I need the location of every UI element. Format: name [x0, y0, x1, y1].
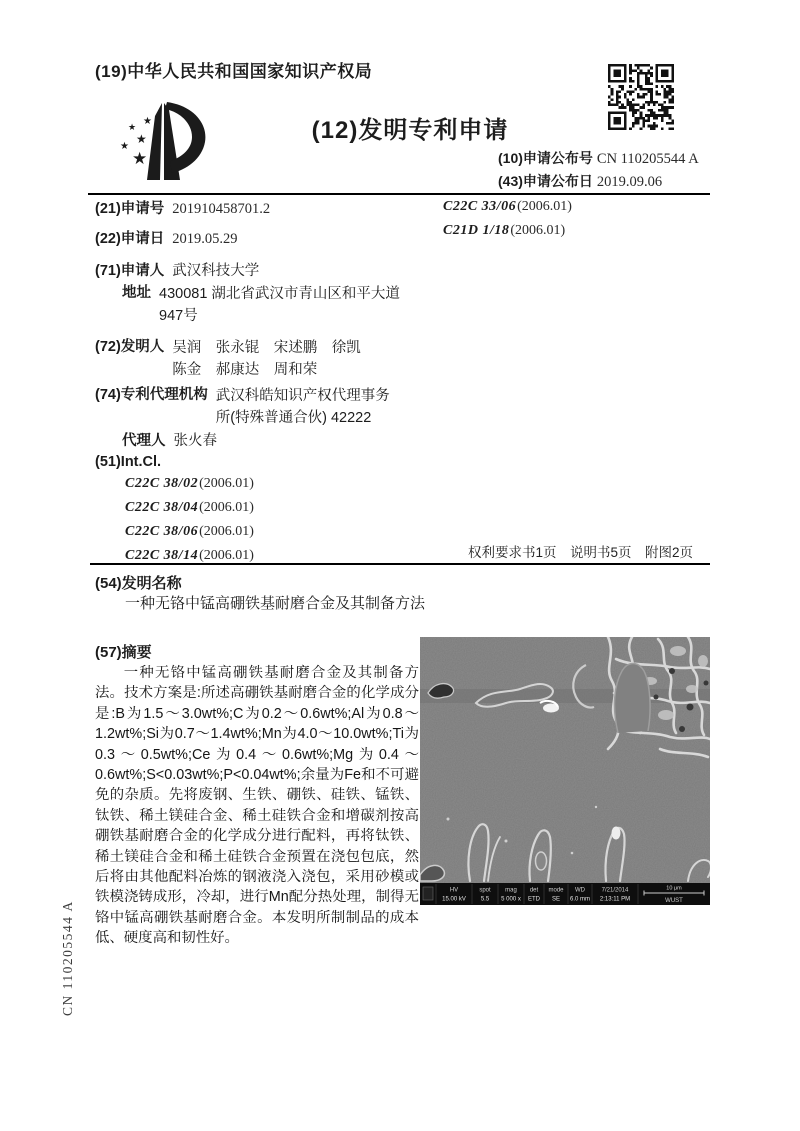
section-divider: [90, 563, 710, 565]
sem-wd-value: 6.0 mm: [569, 896, 591, 903]
publication-date-value: 2019.09.06: [596, 174, 663, 190]
abstract-figure: [420, 637, 710, 905]
agency-value: 武汉科皓知识产权代理事务所(特殊普通合伙) 42222: [215, 388, 390, 426]
inventors-row: [95, 337, 361, 381]
intcl-item: C22C 38/06(2006.01): [125, 524, 254, 539]
sem-col-wd: WD: [575, 887, 585, 894]
title-section-label: (54)发明名称: [95, 575, 182, 592]
sem-micrograph-image: [420, 637, 710, 905]
address-label: 地址: [122, 285, 151, 301]
intcl-item: C22C 33/06(2006.01): [443, 199, 572, 214]
inventors-list: [172, 337, 361, 381]
application-date-label: (22)申请日: [95, 231, 165, 247]
sem-mode-value: SE: [551, 896, 561, 903]
intcl-item: C22C 38/14(2006.01): [125, 548, 254, 563]
sem-col-hv: HV: [449, 887, 459, 894]
document-type-title: (12)发明专利申请: [311, 117, 509, 144]
svg-text:★: ★: [132, 149, 148, 168]
sem-data-bar: [420, 883, 710, 905]
publication-number-label: (10)申请公布号: [498, 150, 593, 166]
address-value: 430081 湖北省武汉市青山区和平大道947号: [159, 286, 400, 324]
cnipa-logo-icon: [112, 96, 216, 194]
inventors-line-2: 陈金 郝康达 周和荣: [172, 362, 318, 378]
intcl-label: (51)Int.Cl.: [95, 454, 162, 470]
publication-date-row: [498, 171, 662, 191]
sem-scale-label: 10 μm: [666, 885, 682, 892]
header-divider: [88, 193, 710, 195]
intcl-row: [95, 452, 161, 472]
inventors-line-1: 吴润 张永锟 宋述鹏 徐凯: [172, 340, 361, 356]
qr-code-icon: [608, 64, 674, 130]
sem-date: 7/21/2014: [601, 887, 629, 894]
publication-number-row: [498, 148, 699, 168]
sem-col-mode: mode: [548, 887, 564, 894]
publication-date-label: (43)申请公布日: [498, 173, 593, 189]
address-row: [122, 283, 411, 327]
application-number-label: (21)申请号: [95, 201, 165, 217]
sem-time: 2:13:11 PM: [599, 896, 631, 903]
invention-title: 一种无铬中锰高硼铁基耐磨合金及其制备方法: [125, 595, 426, 612]
intcl-item: C22C 38/04(2006.01): [125, 500, 254, 515]
issuing-office: (19)中华人民共和国国家知识产权局: [95, 62, 373, 81]
agent-value: 张火春: [173, 433, 217, 449]
application-date-value: 2019.05.29: [172, 231, 238, 247]
sem-spot-value: 5.5: [480, 896, 490, 903]
application-number-row: [95, 199, 270, 219]
svg-text:★: ★: [143, 116, 152, 127]
intcl-item: C22C 38/02(2006.01): [125, 476, 254, 491]
side-publication-code: CN 110205544 A: [60, 900, 75, 1016]
agent-row: [122, 431, 217, 451]
svg-text:★: ★: [120, 141, 129, 152]
pages-info: 权利要求书1页 说明书5页 附图2页: [467, 545, 693, 560]
publication-number-value: CN 110205544 A: [596, 151, 699, 167]
abstract-text: 一种无铬中锰高硼铁基耐磨合金及其制备方法。技术方案是:所述高硼铁基耐磨合金的化学成分是:B为1.5～3.0wt%;C为0.2～0.6wt%;Al为0.8～1.2wt%;Si为0.7～1.4wt%;Mn为4.0～10.0wt%;Ti为0.3～0.5wt%;Ce为0.4～0.6wt%;Mg为0.4～0.6wt%;S<0.03wt%;P<0.04wt%;余量为Fe和不可避免的杂质。先将废钢、生铁、硼铁、硅铁、锰铁、钛铁、稀土镁硅合金、稀土硅铁合金和增碳剂按高硼铁基耐磨合金的化学成分进行配料，再将钛铁、稀土镁硅合金和稀土硅铁合金预置在浇包包底，然后将由其他配料冶炼的钢液浇入浇包，采用砂模或铁模浇铸成形，冷却，进行Mn配分热处理，制得无铬中锰高硼铁基耐磨合金。本发明所制制品的成本低、硬度高和韧性好。: [95, 665, 419, 947]
sem-col-spot: spot: [479, 887, 491, 894]
applicant-value: 武汉科技大学: [172, 263, 260, 279]
application-number-value: 201910458701.2: [172, 201, 271, 217]
applicant-label: (71)申请人: [95, 263, 165, 279]
application-date-row: [95, 229, 238, 249]
sem-hv-value: 15.00 kV: [442, 896, 466, 903]
sem-det-value: ETD: [528, 896, 540, 903]
sem-col-mag: mag: [505, 887, 517, 894]
agent-label: 代理人: [122, 433, 166, 449]
applicant-row: [95, 261, 259, 281]
svg-text:★: ★: [128, 122, 137, 132]
svg-text:★: ★: [136, 132, 147, 146]
sem-col-det: det: [529, 887, 539, 894]
sem-mag-value: 5 000 x: [501, 896, 521, 903]
abstract-section-label: (57)摘要: [95, 644, 152, 661]
intcl-item: C21D 1/18(2006.01): [443, 223, 566, 238]
sem-lab-label: WUST: [665, 898, 683, 904]
agency-row: [95, 385, 401, 429]
inventors-label: (72)发明人: [95, 339, 165, 355]
agency-label: (74)专利代理机构: [95, 387, 208, 403]
